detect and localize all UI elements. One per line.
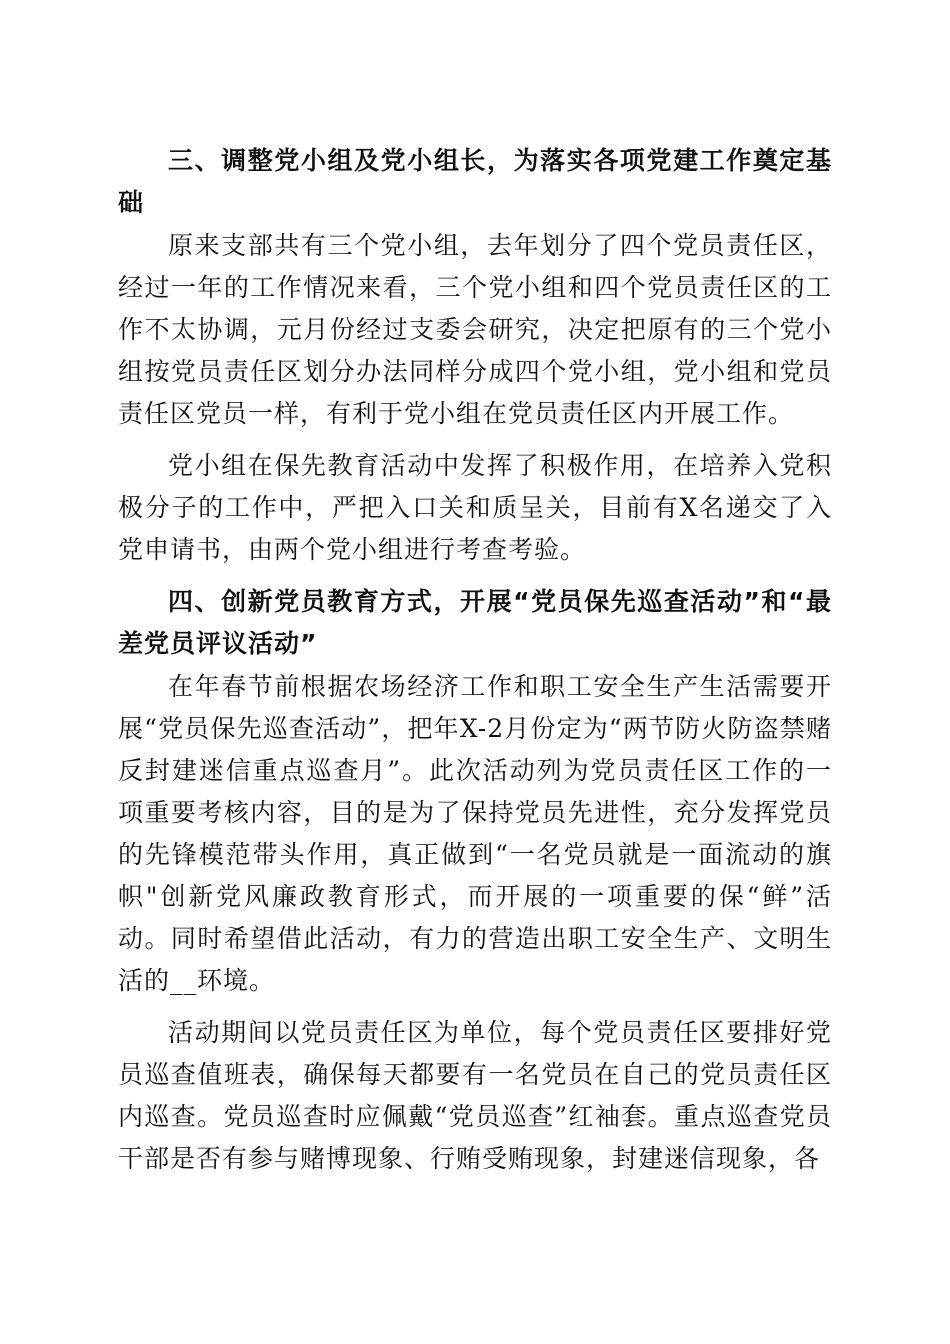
document-body xyxy=(118,140,832,1190)
section-4-paragraph: 活动期间以党员责任区为单位，每个党员责任区要排好党员巡查值班表，确保每天都要有一名党员在自己的党员责任区内巡查。党员巡查时应佩戴“党员巡查”红袖套。重点巡查党员干部是否有参与赌博现象、行贿受贿现象，封建迷信现象，各 xyxy=(118,1018,832,1173)
section-3-heading: 三、调整党小组及党小组长，为落实各项党建工作奠定基础 xyxy=(118,146,832,217)
section-3-paragraph: 党小组在保先教育活动中发挥了积极作用，在培养入党积极分子的工作中，严把入口关和质呈关，目前有X名递交了入党申请书，由两个党小组进行考查考验。 xyxy=(118,451,832,564)
section-4-heading: 四、创新党员教育方式，开展“党员保先巡查活动”和“最差党员评议活动” xyxy=(118,587,832,658)
section-3-paragraph: 原来支部共有三个党小组，去年划分了四个党员责任区，经过一年的工作情况来看，三个党小组和四个党员责任区的工作不太协调，元月份经过支委会研究，决定把原有的三个党小组按党员责任区划分办法同样分成四个党小组，党小组和党员责任区党员一样，有利于党小组在党员责任区内开展工作。 xyxy=(118,231,832,428)
section-4-paragraph: 在年春节前根据农场经济工作和职工安全生产生活需要开展“党员保先巡查活动”，把年X-2月份定为“两节防火防盗禁赌反封建迷信重点巡查月”。此次活动列为党员责任区工作的一项重要考核内容，目的是为了保持党员先进性，充分发挥党员的先锋模范带头作用，真正做到“一名党员就是一面流动的旗帜"创新党风廉政教育形式，而开展的一项重要的保“鲜”活动。同时希望借此活动，有力的营造出职工安全生产、文明生活的__环境。 xyxy=(118,672,832,995)
